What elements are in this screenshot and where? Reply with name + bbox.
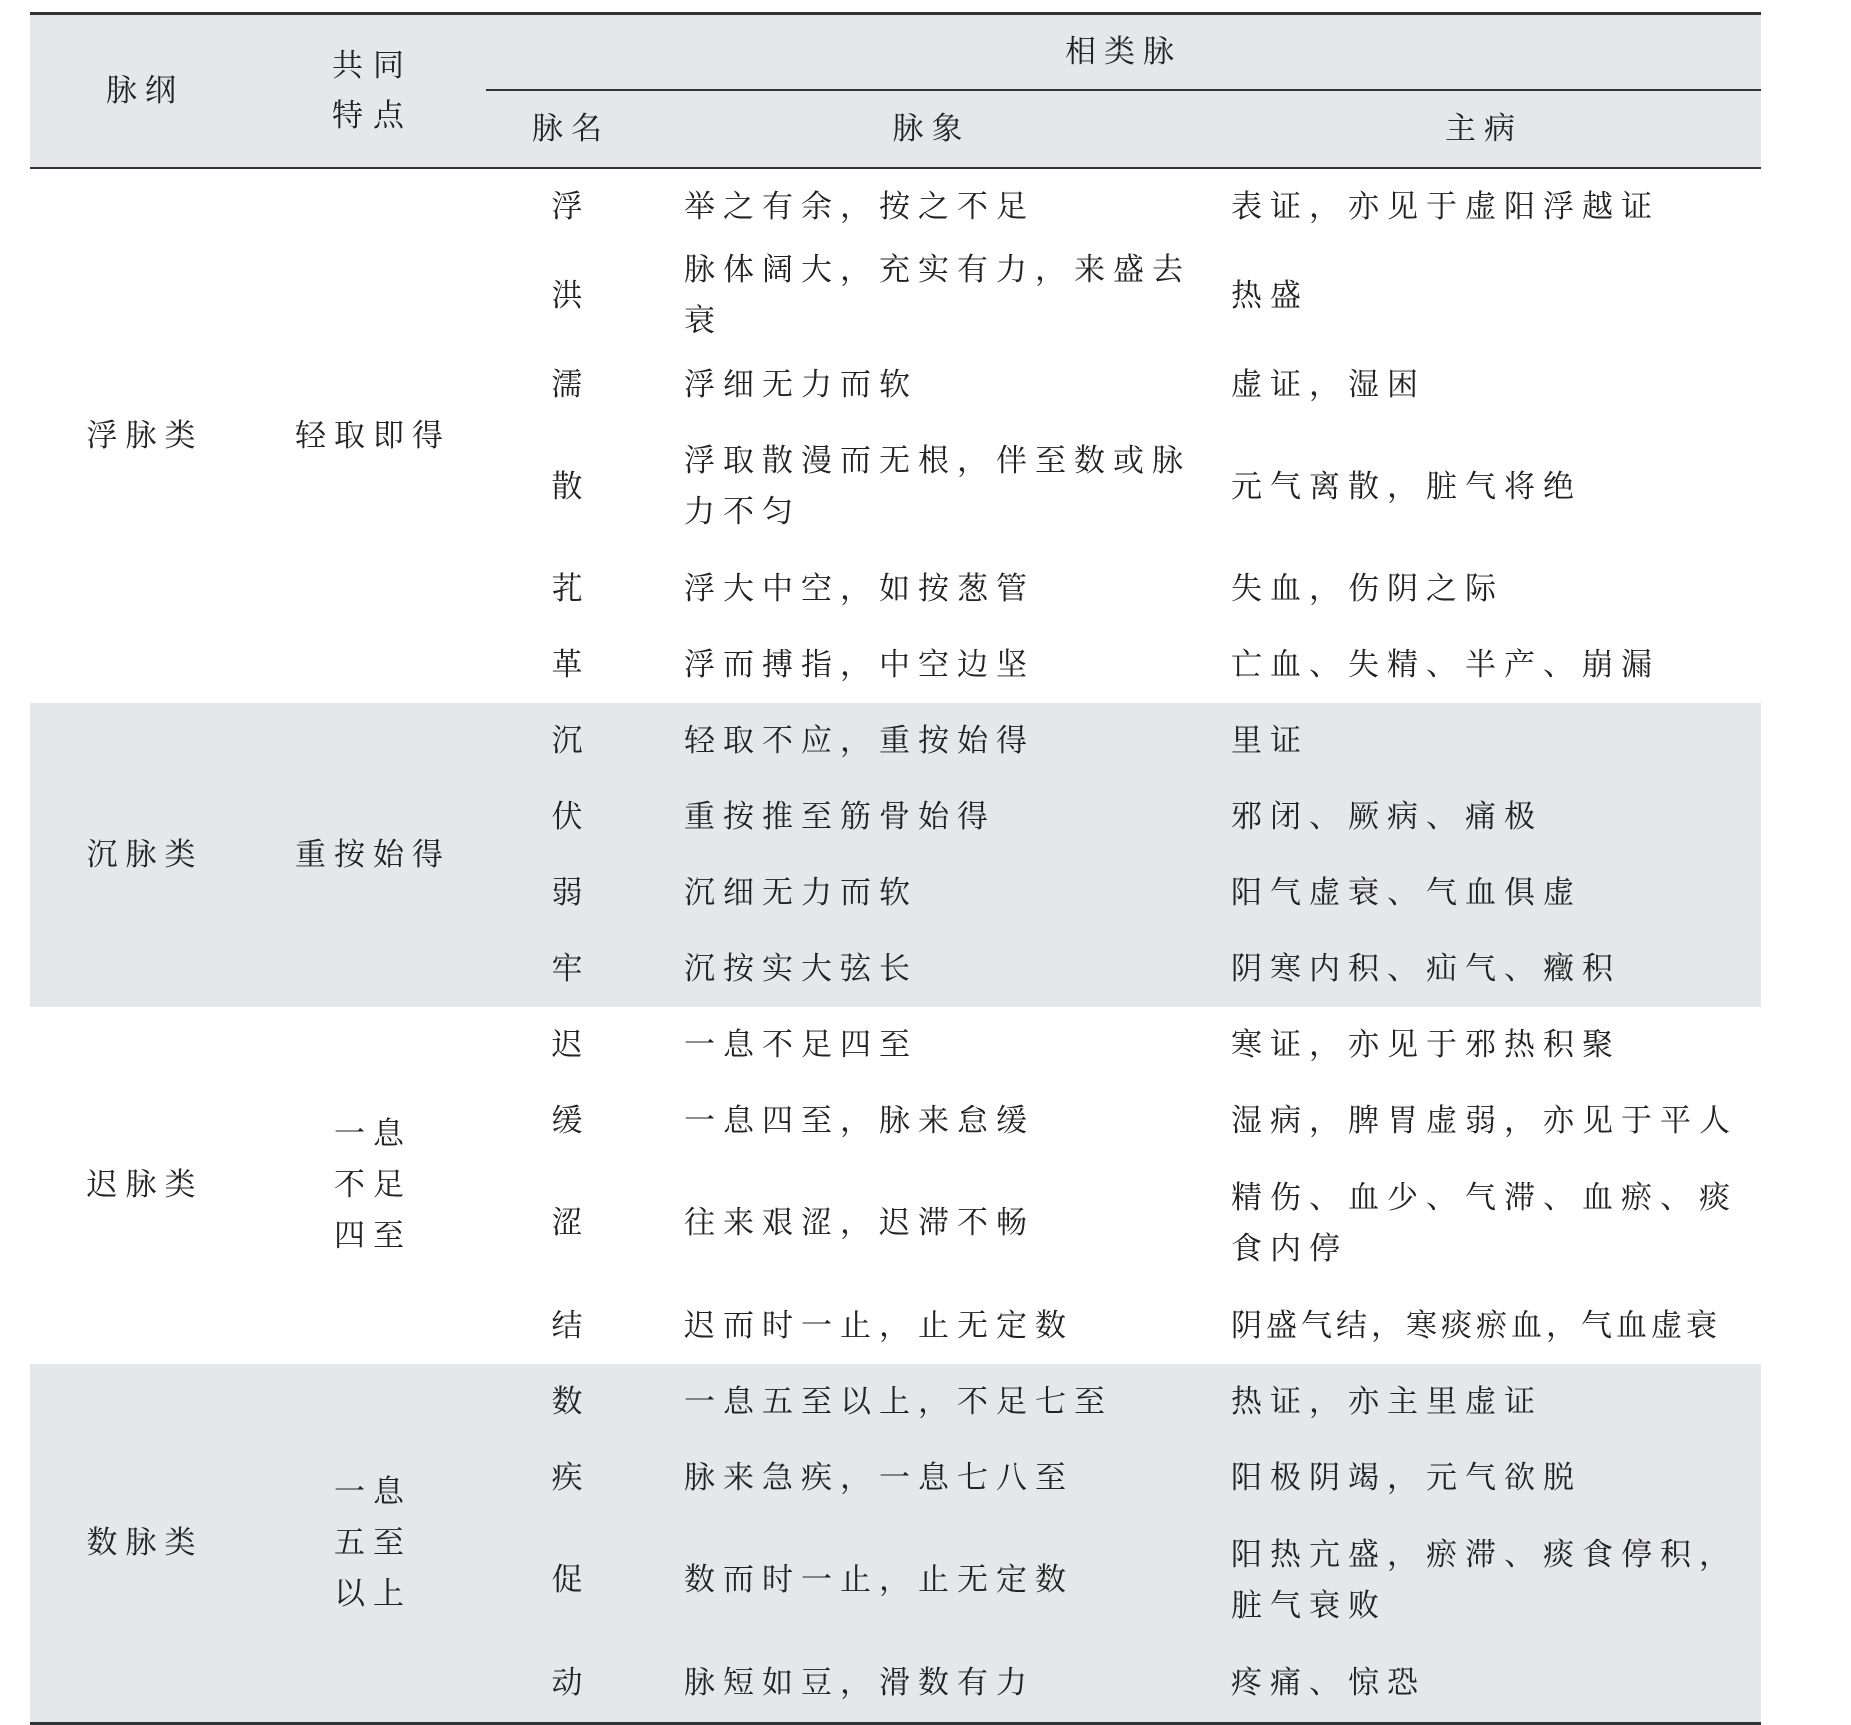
- pulse-name-cell: 疾: [486, 1440, 656, 1516]
- main-disease-cell: 热证，亦主里虚证: [1207, 1364, 1761, 1440]
- table-row: [30, 703, 1761, 779]
- main-disease-cell: 阳极阴竭，元气欲脱: [1207, 1440, 1761, 1516]
- group-deep-pulse: [30, 703, 1761, 1007]
- pulse-image-cell: 一息四至，脉来怠缓: [656, 1083, 1207, 1159]
- common-feature-cell: 一息不足四至: [260, 1007, 486, 1364]
- pulse-name-cell: 迟: [486, 1007, 656, 1083]
- table-row: [30, 1007, 1761, 1083]
- pulse-image-cell: 一息不足四至: [656, 1007, 1207, 1083]
- pulse-image-cell: 浮取散漫而无根，伴至数或脉力不匀: [656, 423, 1207, 551]
- main-disease-cell: 疼痛、惊恐: [1207, 1645, 1761, 1724]
- pulse-name-cell: 结: [486, 1288, 656, 1364]
- main-disease-cell: 湿病，脾胃虚弱，亦见于平人: [1207, 1083, 1761, 1159]
- pulse-image-cell: 轻取不应，重按始得: [656, 703, 1207, 779]
- main-disease-cell: 热盛: [1207, 245, 1761, 347]
- pulse-image-cell: 脉体阔大，充实有力，来盛去衰: [656, 245, 1207, 347]
- group-floating-pulse: [30, 168, 1761, 703]
- table-header: [30, 14, 1761, 169]
- main-disease-cell: 精伤、血少、气滞、血瘀、痰食内停: [1207, 1159, 1761, 1288]
- main-disease-cell: 亡血、失精、半产、崩漏: [1207, 627, 1761, 703]
- pulse-name-cell: 涩: [486, 1159, 656, 1288]
- main-disease-cell: 里证: [1207, 703, 1761, 779]
- pulse-class-cell: 沉脉类: [30, 703, 260, 1007]
- header-main-disease: 主病: [1207, 90, 1761, 168]
- pulse-image-cell: 浮大中空，如按葱管: [656, 551, 1207, 627]
- pulse-image-cell: 举之有余，按之不足: [656, 168, 1207, 245]
- pulse-name-cell: 数: [486, 1364, 656, 1440]
- pulse-image-cell: 重按推至筋骨始得: [656, 779, 1207, 855]
- main-disease-cell: 邪闭、厥病、痛极: [1207, 779, 1761, 855]
- pulse-name-cell: 革: [486, 627, 656, 703]
- group-slow-pulse: [30, 1007, 1761, 1364]
- common-feature-cell: 一息五至以上: [260, 1364, 486, 1724]
- header-common-feature: 共同特点: [260, 14, 486, 169]
- table-row: [30, 168, 1761, 245]
- pulse-classification-table: [30, 12, 1761, 1725]
- pulse-class-cell: 浮脉类: [30, 168, 260, 703]
- pulse-image-cell: 迟而时一止，止无定数: [656, 1288, 1207, 1364]
- main-disease-cell: 寒证，亦见于邪热积聚: [1207, 1007, 1761, 1083]
- main-disease-cell: 阳气虚衰、气血俱虚: [1207, 855, 1761, 931]
- main-disease-cell: 虚证，湿困: [1207, 347, 1761, 423]
- pulse-name-cell: 伏: [486, 779, 656, 855]
- pulse-name-cell: 散: [486, 423, 656, 551]
- pulse-class-cell: 迟脉类: [30, 1007, 260, 1364]
- main-disease-cell: 元气离散，脏气将绝: [1207, 423, 1761, 551]
- header-row-1: [30, 14, 1761, 91]
- main-disease-cell: 失血，伤阴之际: [1207, 551, 1761, 627]
- header-related-pulse: 相类脉: [486, 14, 1761, 91]
- pulse-image-cell: 浮细无力而软: [656, 347, 1207, 423]
- pulse-name-cell: 缓: [486, 1083, 656, 1159]
- pulse-name-cell: 沉: [486, 703, 656, 779]
- main-disease-cell: 阳热亢盛，瘀滞、痰食停积，脏气衰败: [1207, 1516, 1761, 1645]
- pulse-image-cell: 一息五至以上，不足七至: [656, 1364, 1207, 1440]
- pulse-name-cell: 浮: [486, 168, 656, 245]
- main-disease-cell: 阴盛气结，寒痰瘀血，气血虚衰: [1207, 1288, 1761, 1364]
- pulse-image-cell: 脉短如豆，滑数有力: [656, 1645, 1207, 1724]
- pulse-name-cell: 促: [486, 1516, 656, 1645]
- pulse-name-cell: 动: [486, 1645, 656, 1724]
- table-row: [30, 1364, 1761, 1440]
- pulse-class-cell: 数脉类: [30, 1364, 260, 1724]
- pulse-image-cell: 浮而搏指，中空边坚: [656, 627, 1207, 703]
- pulse-image-cell: 脉来急疾，一息七八至: [656, 1440, 1207, 1516]
- main-disease-cell: 表证，亦见于虚阳浮越证: [1207, 168, 1761, 245]
- pulse-image-cell: 沉细无力而软: [656, 855, 1207, 931]
- pulse-image-cell: 沉按实大弦长: [656, 931, 1207, 1007]
- pulse-name-cell: 濡: [486, 347, 656, 423]
- common-feature-cell: 重按始得: [260, 703, 486, 1007]
- group-rapid-pulse: [30, 1364, 1761, 1724]
- common-feature-cell: 轻取即得: [260, 168, 486, 703]
- pulse-name-cell: 弱: [486, 855, 656, 931]
- main-disease-cell: 阴寒内积、疝气、癥积: [1207, 931, 1761, 1007]
- pulse-name-cell: 牢: [486, 931, 656, 1007]
- header-pulse-class: 脉纲: [30, 14, 260, 169]
- header-pulse-image: 脉象: [656, 90, 1207, 168]
- pulse-image-cell: 往来艰涩，迟滞不畅: [656, 1159, 1207, 1288]
- pulse-name-cell: 芤: [486, 551, 656, 627]
- pulse-name-cell: 洪: [486, 245, 656, 347]
- pulse-image-cell: 数而时一止，止无定数: [656, 1516, 1207, 1645]
- header-pulse-name: 脉名: [486, 90, 656, 168]
